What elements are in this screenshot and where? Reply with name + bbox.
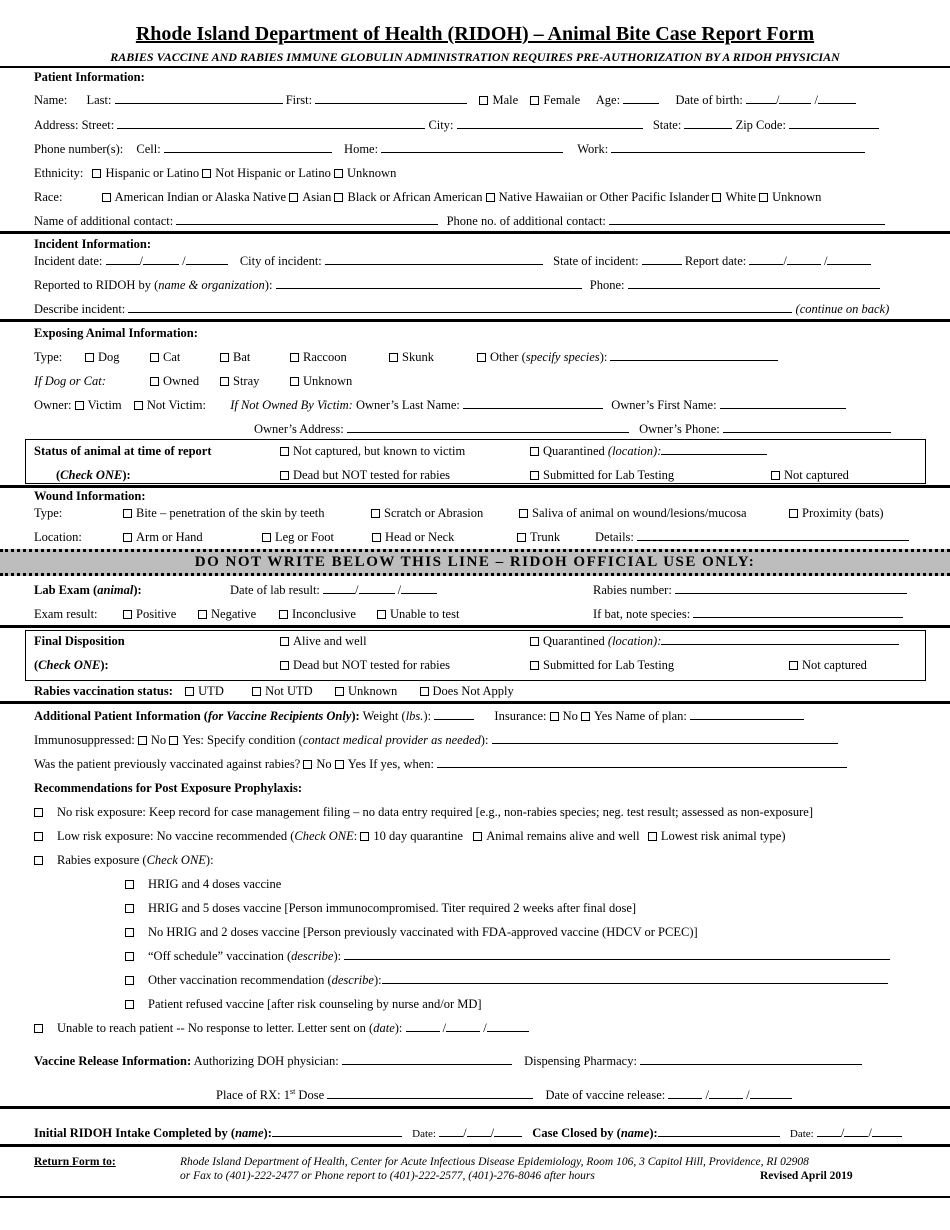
reported-by-label: Reported to RIDOH by (name & organization): [34, 278, 273, 292]
wound-details: Details: [595, 529, 909, 545]
letter-month-input[interactable] [406, 1020, 440, 1032]
rec-sub-option: Other vaccination recommendation (describe): [125, 972, 888, 988]
vaccination-status-label: Rabies vaccination status: [34, 684, 173, 698]
incident-heading: Incident Information: [34, 237, 152, 251]
exam-result-checkbox[interactable] [123, 610, 132, 619]
animal-type-label: Type: [34, 350, 63, 364]
last-label: Last: [86, 93, 112, 107]
state-label: State: [652, 118, 682, 132]
additional-contact-input[interactable] [176, 213, 438, 225]
incident-city-input[interactable] [325, 253, 543, 265]
animal-type-checkbox[interactable] [290, 353, 299, 362]
prev-vacc-yes-checkbox[interactable] [335, 760, 344, 769]
insurance-no-checkbox[interactable] [550, 712, 559, 721]
additional-contact-label: Name of additional contact: [34, 214, 174, 228]
home-input[interactable] [381, 141, 563, 153]
wound-type-label: Type: [34, 506, 63, 520]
incident-city-label: City of incident: [239, 254, 322, 268]
intake-name-input[interactable] [272, 1125, 402, 1137]
ethnicity-checkbox[interactable] [202, 169, 211, 178]
vacc-status-checkbox[interactable] [335, 687, 344, 696]
letter-day-input[interactable] [446, 1020, 480, 1032]
wound-location-option: Head or Neck [372, 529, 454, 545]
age-input[interactable] [623, 92, 659, 104]
rec-sub-option: “Off schedule” vaccination (describe): [125, 948, 890, 964]
wound-location-checkbox[interactable] [123, 533, 132, 542]
intake-row: Initial RIDOH Intake Completed by (name): Date: / / Case Closed by (name): Date: / / [34, 1125, 902, 1142]
rec-low-risk: Low risk exposure: No vaccine recommended (Check ONE: 10 day quarantine Animal remains alive and well Lowest risk animal type) [34, 828, 786, 844]
exam-result-option: Positive [123, 606, 176, 622]
wound-location-checkbox[interactable] [517, 533, 526, 542]
first-label: First: [285, 93, 313, 107]
intake-month-input[interactable] [439, 1125, 463, 1137]
dogcat-option: Unknown [290, 373, 352, 389]
dogcat-option: Stray [220, 373, 259, 389]
dob-day-input[interactable] [779, 92, 811, 104]
animal-type-checkbox[interactable] [220, 353, 229, 362]
reported-by-input[interactable] [276, 277, 582, 289]
ethnicity-option: Hispanic or Latino [105, 166, 200, 180]
bat-species: If bat, note species: [593, 606, 903, 622]
animal-type-checkbox[interactable] [150, 353, 159, 362]
work-input[interactable] [611, 141, 865, 153]
wound-location-option: Leg or Foot [262, 529, 334, 545]
wound-location-option: Arm or Hand [123, 529, 203, 545]
incident-day-input[interactable] [143, 253, 179, 265]
lab-date: Date of lab result: / / [230, 582, 437, 598]
wound-details-input[interactable] [637, 529, 909, 541]
status-option: Not captured, but known to victim [280, 443, 465, 459]
wound-type-checkbox[interactable] [519, 509, 528, 518]
race-option: Native Hawaiian or Other Pacific Islander [498, 190, 710, 204]
rec-sub-checkbox[interactable] [125, 976, 134, 985]
dogcat-option: Owned [150, 373, 199, 389]
report-year-input[interactable] [827, 253, 871, 265]
female-checkbox[interactable] [530, 96, 539, 105]
exam-result-checkbox[interactable] [198, 610, 207, 619]
bat-species-input[interactable] [693, 606, 903, 618]
dob-year-input[interactable] [818, 92, 856, 104]
status-option: Dead but NOT tested for rabies [280, 467, 450, 483]
immuno-row: Immunosuppressed: No Yes: Specify condition (contact medical provider as needed): [34, 732, 838, 748]
rec-sub-option: Patient refused vaccine [after risk counseling by nurse and/or MD] [125, 996, 482, 1012]
wound-type-checkbox[interactable] [371, 509, 380, 518]
race-checkbox[interactable] [289, 193, 298, 202]
pharmacy-input[interactable] [640, 1053, 862, 1065]
recommendations-heading: Recommendations for Post Exposure Prophylaxis: [34, 781, 303, 795]
final-option: Not captured [789, 657, 867, 673]
dob-label: Date of birth: [675, 93, 743, 107]
cell-label: Cell: [136, 142, 161, 156]
ethnicity-checkbox[interactable] [92, 169, 101, 178]
vacc-status-checkbox[interactable] [420, 687, 429, 696]
form-title: Rhode Island Department of Health (RIDOH) – Animal Bite Case Report Form [135, 23, 815, 45]
final-checkbox[interactable] [789, 661, 798, 670]
weight-input[interactable] [434, 708, 474, 720]
final-option: Dead but NOT tested for rabies [280, 657, 450, 673]
city-label: City: [428, 118, 454, 132]
owner-address-label: Owner’s Address: [254, 422, 344, 436]
official-use-banner-text: DO NOT WRITE BELOW THIS LINE – RIDOH OFFICIAL USE ONLY: [194, 554, 756, 570]
exam-result-label: Exam result: [34, 607, 98, 621]
section-rule [0, 625, 950, 628]
rec-sub-checkbox[interactable] [125, 1000, 134, 1009]
owner-address-input[interactable] [347, 421, 629, 433]
race-row [34, 189, 821, 205]
physician-input[interactable] [342, 1053, 512, 1065]
owner-phone-label: Owner’s Phone: [639, 422, 720, 436]
final-option: Submitted for Lab Testing [530, 657, 674, 673]
lab-year-input[interactable] [401, 582, 437, 594]
address-row [34, 117, 879, 133]
name-label: Name: [34, 93, 68, 107]
owner-first-label: Owner’s First Name: [611, 398, 717, 412]
wound-location-checkbox[interactable] [262, 533, 271, 542]
immuno-no-checkbox[interactable] [138, 736, 147, 745]
additional-info-heading: Additional Patient Information (for Vaccine Recipients Only): [34, 709, 360, 723]
dob-month-input[interactable] [746, 92, 776, 104]
exam-result-option: Inconclusive [279, 606, 356, 622]
animal-heading: Exposing Animal Information: [34, 326, 198, 340]
race-checkbox[interactable] [486, 193, 495, 202]
address-label: Address: [34, 118, 79, 132]
final-checkbox[interactable] [280, 661, 289, 670]
reported-by-row [34, 277, 880, 293]
owner-phone-input[interactable] [723, 421, 891, 433]
wound-location-option: Trunk [517, 529, 560, 545]
release-month-input[interactable] [668, 1087, 702, 1099]
status-option: Not captured [771, 467, 849, 483]
additional-contact-phone-input[interactable] [609, 213, 885, 225]
animal-status-label: Status of animal at time of report [34, 444, 212, 458]
animal-other-input[interactable] [610, 349, 778, 361]
continue-note: (continue on back) [795, 302, 890, 316]
race-option: White [725, 190, 756, 204]
zip-label: Zip Code: [735, 118, 786, 132]
final-option: Alive and well [280, 633, 367, 649]
status-checkbox[interactable] [530, 471, 539, 480]
animal-type-option: Bat [220, 349, 250, 365]
immuno-condition-input[interactable] [492, 732, 838, 744]
exam-result-checkbox[interactable] [377, 610, 386, 619]
additional-contact-phone-label: Phone no. of additional contact: [446, 214, 606, 228]
return-contact: or Fax to (401)-222-2477 or Phone report to (401)-222-2577, (401)-276-8046 after hours [180, 1170, 595, 1182]
insurance-yes-checkbox[interactable] [581, 712, 590, 721]
rec-checkbox[interactable] [34, 832, 43, 841]
intake-day-input[interactable] [467, 1125, 491, 1137]
home-label: Home: [344, 142, 379, 156]
status-checkbox[interactable] [771, 471, 780, 480]
section-rule [0, 701, 950, 704]
revised-date: Revised April 2019 [760, 1170, 853, 1182]
race-option: Black or African American [347, 190, 483, 204]
letter-year-input[interactable] [487, 1020, 529, 1032]
city-input[interactable] [457, 117, 643, 129]
owner-last-label: Owner’s Last Name: [355, 398, 460, 412]
rabies-number: Rabies number: [593, 582, 907, 598]
wound-heading: Wound Information: [34, 489, 146, 503]
final-disposition-label: Final Disposition [34, 634, 125, 648]
age-label: Age: [595, 93, 621, 107]
prev-vacc-when-input[interactable] [437, 756, 847, 768]
return-form-label: Return Form to: [34, 1156, 116, 1168]
top-rule [0, 66, 950, 68]
return-address: Rhode Island Department of Health, Center for Acute Infectious Disease Epidemiology, Room 106, 3 Capitol Hill, Providence, RI 02908 [180, 1156, 809, 1168]
ethnicity-checkbox[interactable] [334, 169, 343, 178]
vaccine-release-heading: Vaccine Release Information: [34, 1054, 192, 1068]
describe-label: Describe incident: [34, 302, 126, 316]
vacc-status-checkbox[interactable] [252, 687, 261, 696]
owner-address-row [254, 421, 891, 437]
status-location-input[interactable] [661, 443, 767, 455]
immuno-yes-checkbox[interactable] [169, 736, 178, 745]
animal-type-option: Cat [150, 349, 180, 365]
last-name-input[interactable] [115, 92, 283, 104]
rec-checkbox[interactable] [34, 856, 43, 865]
reporter-phone-label: Phone: [589, 278, 625, 292]
dogcat-checkbox[interactable] [290, 377, 299, 386]
first-name-input[interactable] [315, 92, 467, 104]
wound-type-option: Saliva of animal on wound/lesions/mucosa [519, 505, 747, 521]
lab-day-input[interactable] [359, 582, 395, 594]
ethnicity-option: Not Hispanic or Latino [215, 166, 331, 180]
final-checkbox[interactable] [280, 637, 289, 646]
final-checkbox[interactable] [530, 637, 539, 646]
phone-label: Phone number(s): [34, 142, 124, 156]
lab-exam-label: Lab Exam (animal): [34, 583, 142, 597]
status-checkbox[interactable] [280, 471, 289, 480]
final-option: Quarantined (location): [530, 633, 899, 649]
zip-input[interactable] [789, 117, 879, 129]
wound-type-option: Proximity (bats) [789, 505, 884, 521]
prev-vacc-no-checkbox[interactable] [303, 760, 312, 769]
additional-info-row: Additional Patient Information (for Vaccine Recipients Only): Weight (lbs.): Insurance: No Yes Name of plan: [34, 708, 804, 724]
female-label: Female [543, 93, 581, 107]
wound-location-label: Location: [34, 530, 82, 544]
work-label: Work: [577, 142, 609, 156]
rabies-number-input[interactable] [675, 582, 907, 594]
street-input[interactable] [117, 117, 425, 129]
state-input[interactable] [684, 117, 732, 129]
name-row: Name: Last: First: Male Female Age: Date of birth: / / [34, 92, 856, 108]
incident-month-input[interactable] [106, 253, 140, 265]
animal-type-option: Skunk [389, 349, 434, 365]
closed-name-input[interactable] [658, 1125, 780, 1137]
report-month-input[interactable] [749, 253, 783, 265]
wound-type-option: Scratch or Abrasion [371, 505, 483, 521]
rec-sub-checkbox[interactable] [125, 952, 134, 961]
section-rule [0, 1106, 950, 1109]
rec-no-risk: No risk exposure: Keep record for case management filing – no data entry required [e.g., non-rabies species; neg. test result; assessed as non-exposure] [34, 804, 813, 820]
status-checkbox[interactable] [280, 447, 289, 456]
dogcat-checkbox[interactable] [150, 377, 159, 386]
race-option: Unknown [772, 190, 822, 204]
race-checkbox[interactable] [102, 193, 111, 202]
exam-result-option: Unable to test [377, 606, 459, 622]
dogcat-label: If Dog or Cat: [34, 374, 106, 388]
section-rule [0, 1144, 950, 1147]
exam-result-checkbox[interactable] [279, 610, 288, 619]
report-day-input[interactable] [787, 253, 821, 265]
form-subtitle: RABIES VACCINE AND RABIES IMMUNE GLOBULIN ADMINISTRATION REQUIRES PRE-AUTHORIZATION BY A RIDOH PHYSICIAN [110, 50, 840, 64]
owner-last-input[interactable] [463, 397, 603, 409]
intake-year-input[interactable] [494, 1125, 522, 1137]
incident-year-input[interactable] [186, 253, 228, 265]
owner-row: Owner: Victim Not Victim: If Not Owned By Victim: Owner’s Last Name: Owner’s First Name: [34, 397, 846, 413]
race-option: American Indian or Alaska Native [114, 190, 287, 204]
rec-checkbox[interactable] [34, 808, 43, 817]
ethnicity-label: Ethnicity: [34, 166, 84, 180]
final-checkbox[interactable] [530, 661, 539, 670]
first-dose-input[interactable] [327, 1087, 533, 1099]
insurance-plan-input[interactable] [690, 708, 804, 720]
wound-location-checkbox[interactable] [372, 533, 381, 542]
closed-day-input[interactable] [844, 1125, 868, 1137]
phone-row [34, 141, 865, 157]
final-location-input[interactable] [661, 633, 899, 645]
race-checkbox[interactable] [759, 193, 768, 202]
ethnicity-row [34, 165, 396, 181]
report-date-label: Report date: [684, 254, 747, 268]
male-checkbox[interactable] [479, 96, 488, 105]
wound-type-option: Bite – penetration of the skin by teeth [123, 505, 325, 521]
exam-result-option: Negative [198, 606, 256, 622]
wound-type-checkbox[interactable] [123, 509, 132, 518]
race-label: Race: [34, 190, 63, 204]
final-check-one: (Check ONE): [34, 658, 109, 672]
describe-input[interactable] [128, 301, 792, 313]
section-rule [0, 319, 950, 322]
vaccination-status-row: Rabies vaccination status: UTD Not UTD Unknown Does Not Apply [34, 684, 514, 698]
low-risk-option-checkbox[interactable] [473, 832, 482, 841]
rec-sub-option: HRIG and 4 doses vaccine [125, 876, 281, 892]
animal-type-option: Raccoon [290, 349, 347, 365]
vaccine-release-row: Vaccine Release Information: Authorizing DOH physician: Dispensing Pharmacy: [34, 1053, 862, 1069]
vacc-status-checkbox[interactable] [185, 687, 194, 696]
rec-sub-checkbox[interactable] [125, 880, 134, 889]
closed-year-input[interactable] [872, 1125, 902, 1137]
low-risk-option-checkbox[interactable] [360, 832, 369, 841]
bottom-rule [0, 1196, 950, 1198]
place-rx-row: Place of RX: 1st Dose Date of vaccine release: / / [216, 1084, 792, 1103]
street-label: Street: [81, 118, 115, 132]
animal-type-option: Dog [85, 349, 120, 365]
ethnicity-option: Unknown [347, 166, 397, 180]
low-risk-option-checkbox[interactable] [648, 832, 657, 841]
incident-state-label: State of incident: [553, 254, 639, 268]
status-checkbox[interactable] [530, 447, 539, 456]
animal-type-checkbox[interactable] [389, 353, 398, 362]
race-checkbox[interactable] [712, 193, 721, 202]
lab-month-input[interactable] [323, 582, 355, 594]
animal-other-option: Other (specify species): [477, 349, 778, 365]
official-use-banner [0, 549, 950, 576]
dogcat-checkbox[interactable] [220, 377, 229, 386]
incident-date-label: Incident date: [34, 254, 103, 268]
rec-rabies-exposure: Rabies exposure (Check ONE): [34, 852, 214, 868]
reporter-phone-input[interactable] [628, 277, 880, 289]
rec-unable-to-reach: Unable to reach patient -- No response to letter. Letter sent on (date): / / [34, 1020, 529, 1036]
off-schedule-input[interactable] [344, 948, 890, 960]
not-owned-label: If Not Owned By Victim: [230, 398, 353, 412]
race-option: Asian [302, 190, 332, 204]
rec-sub-option: HRIG and 5 doses vaccine [Person immunocompromised. Titer required 2 weeks after final dose] [125, 900, 636, 916]
owner-first-input[interactable] [720, 397, 846, 409]
animal-other-checkbox[interactable] [477, 353, 486, 362]
describe-row [34, 301, 889, 317]
owner-label: Owner: [34, 398, 72, 412]
closed-month-input[interactable] [817, 1125, 841, 1137]
incident-state-input[interactable] [642, 253, 682, 265]
other-vaccination-input[interactable] [382, 972, 888, 984]
patient-heading: Patient Information: [34, 70, 145, 84]
rec-sub-option: No HRIG and 2 doses vaccine [Person previously vaccinated with FDA-approved vaccine (HDCV or PCEC)] [125, 924, 698, 940]
prev-vaccinated-row: Was the patient previously vaccinated against rabies? No Yes If yes, when: [34, 756, 847, 772]
rec-checkbox[interactable] [34, 1024, 43, 1033]
owner-not-victim-checkbox[interactable] [134, 401, 143, 410]
additional-contact-row [34, 213, 885, 229]
owner-victim-checkbox[interactable] [75, 401, 84, 410]
animal-type-checkbox[interactable] [85, 353, 94, 362]
section-rule [0, 231, 950, 234]
cell-input[interactable] [164, 141, 332, 153]
animal-status-check-one: (Check ONE): [56, 468, 131, 482]
wound-type-checkbox[interactable] [789, 509, 798, 518]
status-option: Submitted for Lab Testing [530, 467, 674, 483]
release-year-input[interactable] [750, 1087, 792, 1099]
rec-sub-checkbox[interactable] [125, 928, 134, 937]
release-day-input[interactable] [709, 1087, 743, 1099]
race-checkbox[interactable] [334, 193, 343, 202]
rec-sub-checkbox[interactable] [125, 904, 134, 913]
male-label: Male [492, 93, 519, 107]
incident-row: Incident date: / / City of incident: State of incident: Report date: / / [34, 253, 871, 269]
status-option: Quarantined (location): [530, 443, 767, 459]
